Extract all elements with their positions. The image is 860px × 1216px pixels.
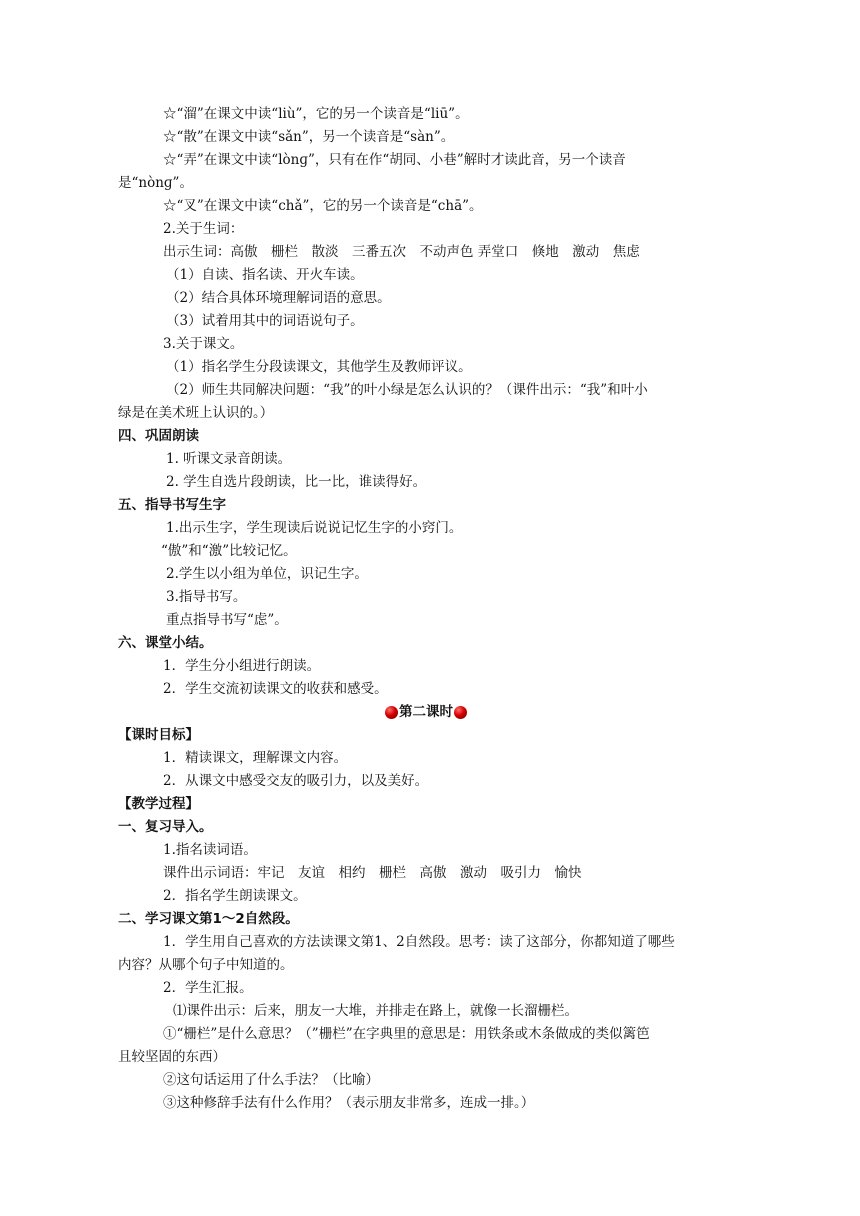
text-line: ☆“溜”在课文中读“liù”，它的另一个读音是“liū”。: [163, 106, 469, 122]
text-line: 1.指名读词语。: [163, 842, 257, 858]
text-line: 2．指名学生朗读课文。: [163, 888, 307, 904]
text-line: 2．从课文中感受交友的吸引力，以及美好。: [163, 773, 429, 789]
text-line: （1）指名学生分段读课文，其他学生及教师评议。: [166, 359, 472, 375]
text-line: （2）结合具体环境理解词语的意思。: [166, 290, 391, 306]
text-line: ①“栅栏”是什么意思？（”栅栏”在字典里的意思是：用铁条或木条做成的类似篱笆: [163, 1026, 650, 1042]
red-ball-icon: [454, 706, 467, 719]
text-line: 2. 学生自选片段朗读，比一比，谁读得好。: [166, 474, 427, 490]
section-heading: 二、学习课文第1～2自然段。: [118, 911, 299, 927]
text-line: 3.关于课文。: [163, 336, 244, 352]
lesson-title: [385, 702, 467, 722]
text-line: （2）师生共同解决问题：“我”的叶小绿是怎么认识的？（课件出示：“我”和叶小: [166, 382, 648, 398]
text-line: 课件出示词语：牢记 友谊 相约 栅栏 高傲 激动 吸引力 愉快: [163, 865, 582, 881]
section-heading: 【教学过程】: [118, 796, 199, 812]
text-line: 1．学生分小组进行朗读。: [163, 658, 321, 674]
text-line: 绿是在美术班上认识的。）: [118, 405, 274, 421]
text-line: 1．精读课文，理解课文内容。: [163, 750, 348, 766]
text-line: ③这种修辞手法有什么作用？（表示朋友非常多，连成一排。）: [163, 1095, 535, 1111]
text-line: “傲”和“激”比较记忆。: [161, 543, 297, 559]
text-line: 3.指导书写。: [166, 589, 247, 605]
text-line: 2．学生交流初读课文的收获和感受。: [163, 681, 388, 697]
lesson-title-text: 第二课时: [399, 704, 453, 720]
text-line: 重点指导书写“虑”。: [166, 612, 288, 628]
text-line: 内容？从哪个句子中知道的。: [118, 957, 294, 973]
text-line: 1．学生用自己喜欢的方法读课文第1、2自然段。思考：读了这部分，你都知道了哪些: [163, 934, 675, 950]
text-line: 1.出示生字，学生现读后说说记忆生字的小窍门。: [166, 520, 463, 536]
section-heading: 五、指导书写生字: [118, 497, 226, 513]
text-line: ☆“散”在课文中读“sǎn”，另一个读音是“sàn”。: [163, 129, 455, 145]
text-line: 2.关于生词：: [163, 221, 244, 237]
text-line: 1. 听课文录音朗读。: [166, 451, 292, 467]
text-line: （3）试着用其中的词语说句子。: [166, 313, 364, 329]
text-line: ☆“弄”在课文中读“lònɡ”，只有在作“胡同、小巷”解时才读此音，另一个读音: [163, 152, 626, 168]
text-line: （1）自读、指名读、开火车读。: [166, 267, 364, 283]
section-heading: 【课时目标】: [118, 727, 199, 743]
text-line: ☆“叉”在课文中读“chǎ”，它的另一个读音是“chā”。: [163, 198, 483, 214]
section-heading: 一、复习导入。: [118, 819, 213, 835]
text-line: 2．学生汇报。: [163, 980, 253, 996]
text-line: 是“nònɡ”。: [118, 175, 193, 191]
text-line: ②这句话运用了什么手法？（比喻）: [163, 1072, 379, 1088]
text-line: ⑴课件出示：后来，朋友一大堆，并排走在路上，就像一长溜栅栏。: [173, 1003, 578, 1019]
red-ball-icon: [385, 706, 398, 719]
section-heading: 四、巩固朗读: [118, 428, 199, 444]
text-line: 2.学生以小组为单位，识记生字。: [166, 566, 368, 582]
section-heading: 六、课堂小结。: [118, 635, 213, 651]
text-line: 出示生词：高傲 栅栏 散淡 三番五次 不动声色 弄堂口 倏地 激动 焦虑: [163, 244, 640, 260]
text-line: 且较坚固的东西）: [118, 1049, 226, 1065]
